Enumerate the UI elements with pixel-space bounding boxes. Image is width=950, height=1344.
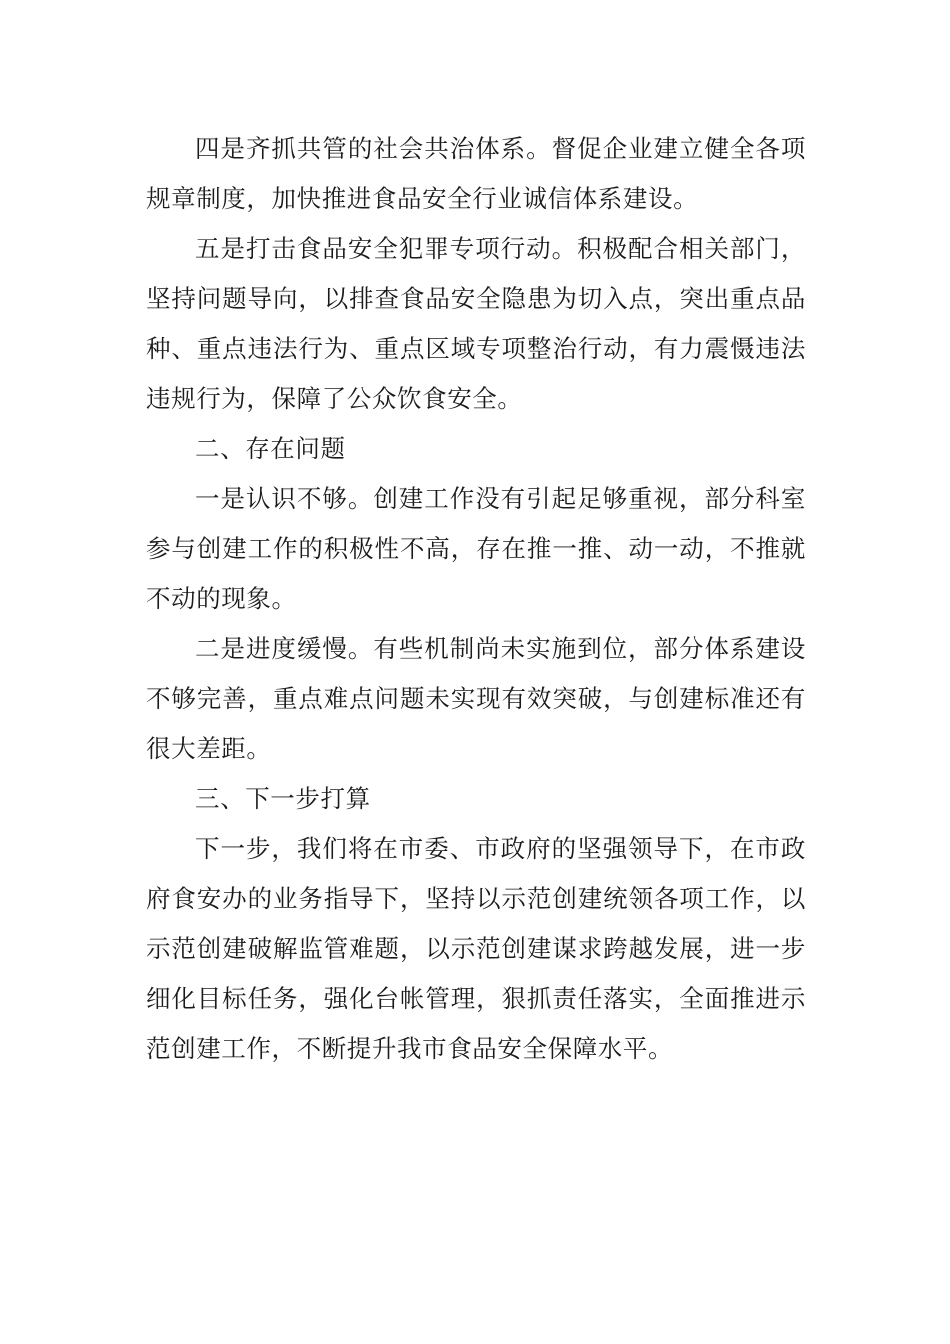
paragraph-insufficient-awareness: 一是认识不够。创建工作没有引起足够重视，部分科室参与创建工作的积极性不高，存在推一推、动一动，不推就不动的现象。: [146, 484, 806, 613]
section-heading-next-steps: 三、下一步打算: [195, 784, 371, 813]
paragraph-next-steps: 下一步，我们将在市委、市政府的坚强领导下，在市政府食安办的业务指导下，坚持以示范创建统领各项工作，以示范创建破解监管难题，以示范创建谋求跨越发展，进一步细化目标任务，强化台帐管理，狠抓责任落实，全面推进示范创建工作，不断提升我市食品安全保障水平。: [146, 834, 806, 1063]
section-heading-problems: 二、存在问题: [195, 434, 346, 463]
paragraph-slow-progress: 二是进度缓慢。有些机制尚未实施到位，部分体系建设不够完善，重点难点问题未实现有效突破，与创建标准还有很大差距。: [146, 634, 806, 763]
document-body: [146, 124, 806, 1074]
paragraph-social-governance: 四是齐抓共管的社会共治体系。督促企业建立健全各项规章制度，加快推进食品安全行业诚信体系建设。: [146, 134, 806, 213]
paragraph-crime-crackdown: 五是打击食品安全犯罪专项行动。积极配合相关部门，坚持问题导向，以排查食品安全隐患为切入点，突出重点品种、重点违法行为、重点区域专项整治行动，有力震慑违法违规行为，保障了公众饮食安全。: [146, 234, 806, 413]
